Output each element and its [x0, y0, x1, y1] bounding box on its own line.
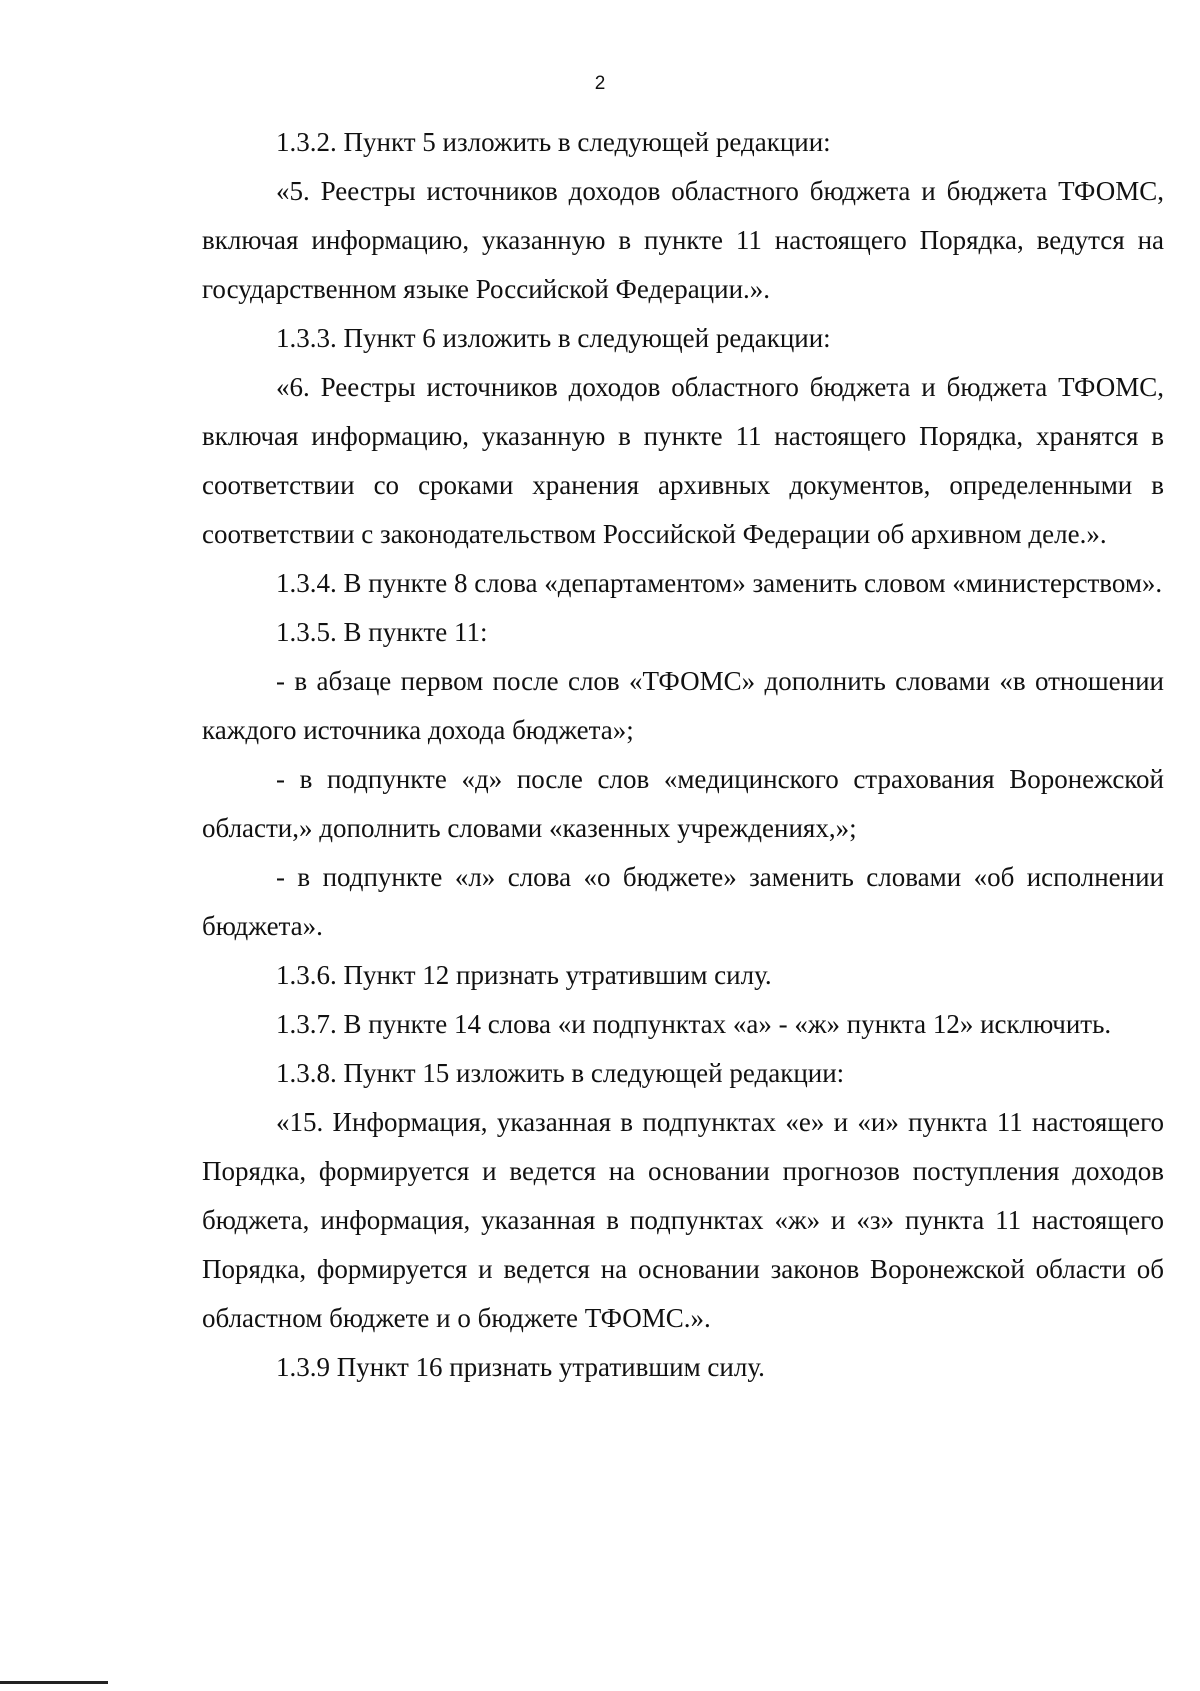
footer-divider [0, 1681, 108, 1684]
paragraph-1-3-5-item-2: - в подпункте «д» после слов «медицинского страхования Воронежской области,» дополнить словами «казенных учреждениях,»; [202, 764, 1164, 843]
paragraph-clause-15-text: «15. Информация, указанная в подпунктах «е» и «и» пункта 11 настоящего Порядка, формируется и ведется на основании прогнозов поступления доходов бюджета, информация, указанная в подпунктах «ж» и «з» пункта 11 настоящего Порядка, формируется и ведется на основании законов Воронежской области об областном бюджете и о бюджете ТФОМС.». [202, 1107, 1164, 1333]
paragraph-1-3-5: 1.3.5. В пункте 11: [276, 617, 488, 647]
paragraph-1-3-6: 1.3.6. Пункт 12 признать утратившим силу. [276, 960, 772, 990]
paragraph-1-3-5-item-1: - в абзаце первом после слов «ТФОМС» дополнить словами «в отношении каждого источника дохода бюджета»; [202, 666, 1164, 745]
paragraph-clause-6-text: «6. Реестры источников доходов областного бюджета и бюджета ТФОМС, включая информацию, указанную в пункте 11 настоящего Порядка, хранятся в соответствии со сроками хранения архивных документов, определенными в соответствии с законодательством Российской Федерации об архивном деле.». [202, 372, 1164, 549]
paragraph-1-3-9: 1.3.9 Пункт 16 признать утратившим силу. [276, 1352, 765, 1382]
paragraph-1-3-8: 1.3.8. Пункт 15 изложить в следующей редакции: [276, 1058, 845, 1088]
paragraph-1-3-3: 1.3.3. Пункт 6 изложить в следующей редакции: [276, 323, 831, 353]
page-number: 2 [594, 73, 606, 94]
document-body [202, 118, 1164, 1392]
paragraph-1-3-5-item-3: - в подпункте «л» слова «о бюджете» заменить словами «об исполнении бюджета». [202, 862, 1164, 941]
paragraph-1-3-2: 1.3.2. Пункт 5 изложить в следующей редакции: [276, 127, 831, 157]
paragraph-1-3-7: 1.3.7. В пункте 14 слова «и подпунктах «а» - «ж» пункта 12» исключить. [276, 1009, 1112, 1039]
paragraph-clause-5-text: «5. Реестры источников доходов областного бюджета и бюджета ТФОМС, включая информацию, указанную в пункте 11 настоящего Порядка, ведутся на государственном языке Российской Федерации.». [202, 176, 1164, 304]
paragraph-1-3-4: 1.3.4. В пункте 8 слова «департаментом» заменить словом «министерством». [276, 568, 1163, 598]
